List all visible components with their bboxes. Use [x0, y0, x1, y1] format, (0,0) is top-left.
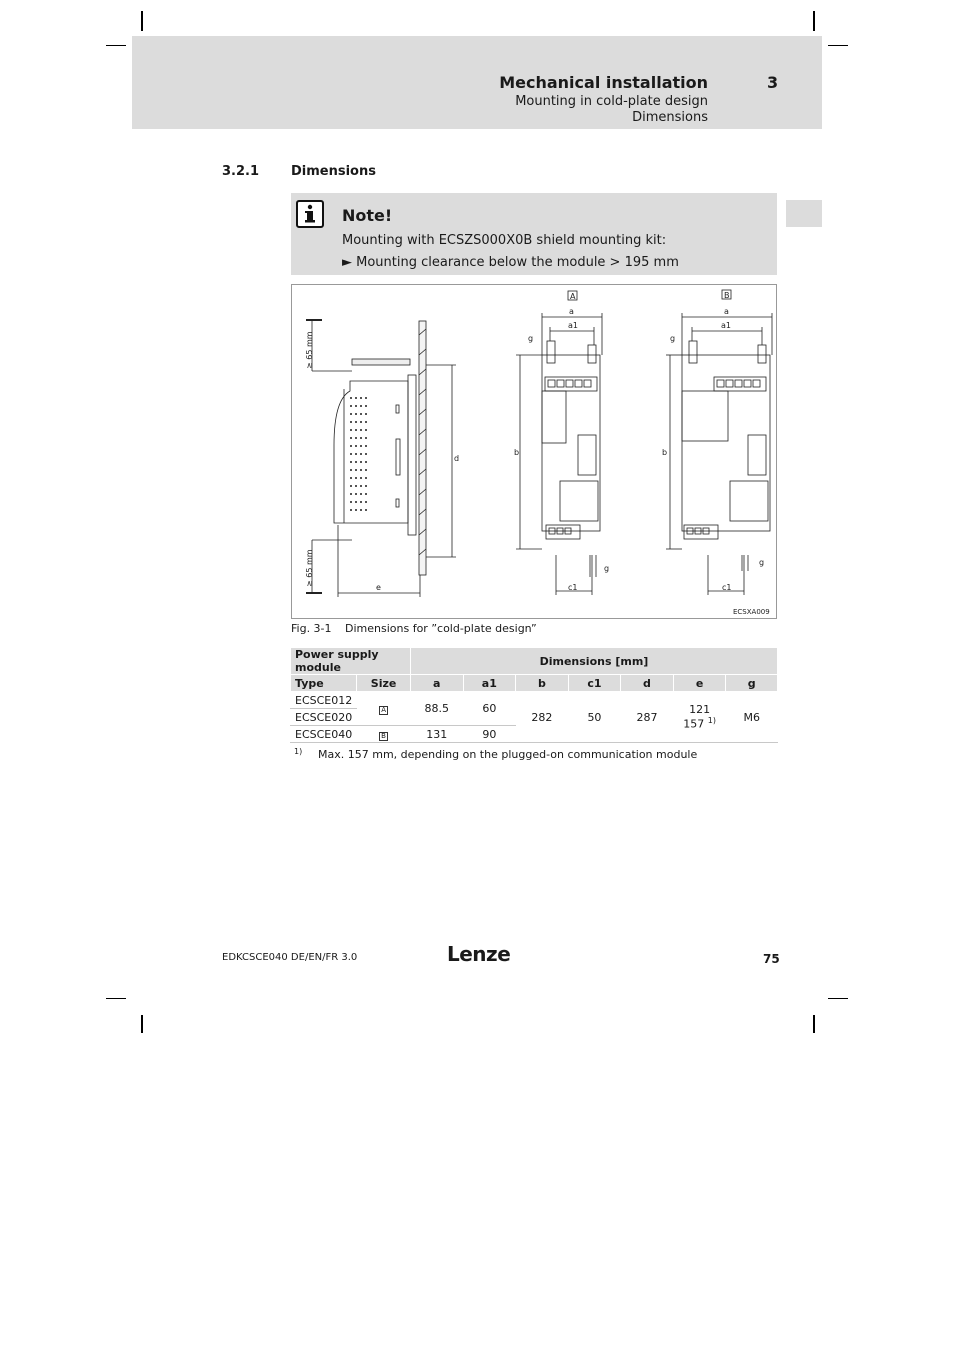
cell-a1: 90	[463, 726, 516, 743]
col-header-type: Type	[291, 675, 357, 692]
cell-a: 88.5	[410, 692, 463, 726]
crop-mark	[813, 11, 815, 31]
cell-size: B	[381, 731, 386, 740]
crop-mark	[106, 45, 126, 46]
dim-label-g: g	[528, 334, 534, 343]
col-header-e: e	[673, 675, 726, 692]
crop-mark	[141, 1015, 143, 1033]
dim-label-d: d	[454, 454, 460, 463]
dim-label-e: e	[376, 583, 381, 592]
footnote-ref: 1)	[707, 716, 716, 726]
cell-c1: 50	[568, 692, 620, 743]
size-label-b: B	[724, 291, 730, 300]
col-header-g: g	[726, 675, 778, 692]
cell-a: 131	[410, 726, 463, 743]
dim-label-a1: a1	[568, 321, 578, 330]
col-header-size: Size	[357, 675, 411, 692]
dim-label-c1: c1	[568, 583, 578, 592]
crop-mark	[828, 45, 848, 46]
crop-mark	[813, 1015, 815, 1033]
thumb-index-tab	[786, 200, 822, 227]
cell-e-value: 157	[683, 717, 705, 731]
section-number: 3.2.1	[222, 164, 260, 179]
col-header-a: a	[410, 675, 463, 692]
cell-g: M6	[726, 692, 778, 743]
crop-mark	[828, 998, 848, 999]
figure-caption-text: Dimensions for ”cold-plate design”	[345, 622, 537, 635]
header-band	[132, 36, 822, 129]
dim-label-g: g	[670, 334, 676, 343]
footnote-text: Max. 157 mm, depending on the plugged-on communication module	[318, 748, 698, 761]
crop-mark	[141, 11, 143, 31]
cell-type: ECSCE020	[291, 709, 357, 726]
note-box	[291, 193, 777, 275]
cell-type: ECSCE012	[291, 692, 357, 709]
note-text: Mounting with ECSZS000X0B shield mounting kit:	[342, 233, 667, 248]
dimensions-table	[290, 647, 778, 743]
col-header-a1: a1	[463, 675, 516, 692]
cell-size: A	[381, 706, 386, 714]
clearance-bottom-label: ≥ 65 mm	[305, 549, 314, 587]
page-number: 75	[763, 952, 780, 966]
dim-label-g: g	[759, 558, 765, 567]
info-icon	[296, 200, 324, 228]
chapter-number: 3	[767, 73, 779, 92]
size-label-a: A	[570, 292, 576, 301]
dimension-figure	[291, 284, 777, 619]
dim-label-a: a	[569, 307, 574, 316]
figure-caption-number: Fig. 3-1	[291, 622, 332, 635]
table-head-dimensions: Dimensions [mm]	[410, 648, 777, 675]
cell-d: 287	[621, 692, 674, 743]
col-header-c1: c1	[568, 675, 620, 692]
document-id: EDKCSCE040 DE/EN/FR 3.0	[222, 952, 358, 963]
cell-e-value: 121	[689, 703, 711, 717]
section-title: Dimensions	[291, 164, 376, 179]
chapter-title: Mechanical installation	[499, 73, 708, 92]
table-head-module: Power supply module	[291, 648, 411, 675]
cell-a1: 60	[463, 692, 516, 726]
dim-label-a1: a1	[721, 321, 731, 330]
header-subtitle: Dimensions	[632, 110, 708, 125]
cell-type: ECSCE040	[291, 726, 357, 743]
table-row	[291, 692, 778, 709]
col-header-d: d	[621, 675, 674, 692]
dim-label-b: b	[514, 448, 520, 457]
dimension-drawing	[292, 285, 776, 618]
figure-code: ECSXA009	[733, 608, 770, 616]
footnote-mark: 1)	[294, 747, 303, 756]
dim-label-a: a	[724, 307, 729, 316]
clearance-top-label: ≥ 65 mm	[305, 331, 314, 369]
crop-mark	[106, 998, 126, 999]
note-title: Note!	[342, 206, 393, 225]
note-bullet: ► Mounting clearance below the module > 195 mm	[342, 255, 679, 270]
cell-b: 282	[516, 692, 569, 743]
dim-label-g: g	[604, 564, 610, 573]
dim-label-c1: c1	[722, 583, 732, 592]
header-subtitle: Mounting in cold-plate design	[515, 94, 708, 109]
lenze-logo: Lenze	[447, 942, 511, 966]
col-header-b: b	[516, 675, 569, 692]
dim-label-b: b	[662, 448, 668, 457]
